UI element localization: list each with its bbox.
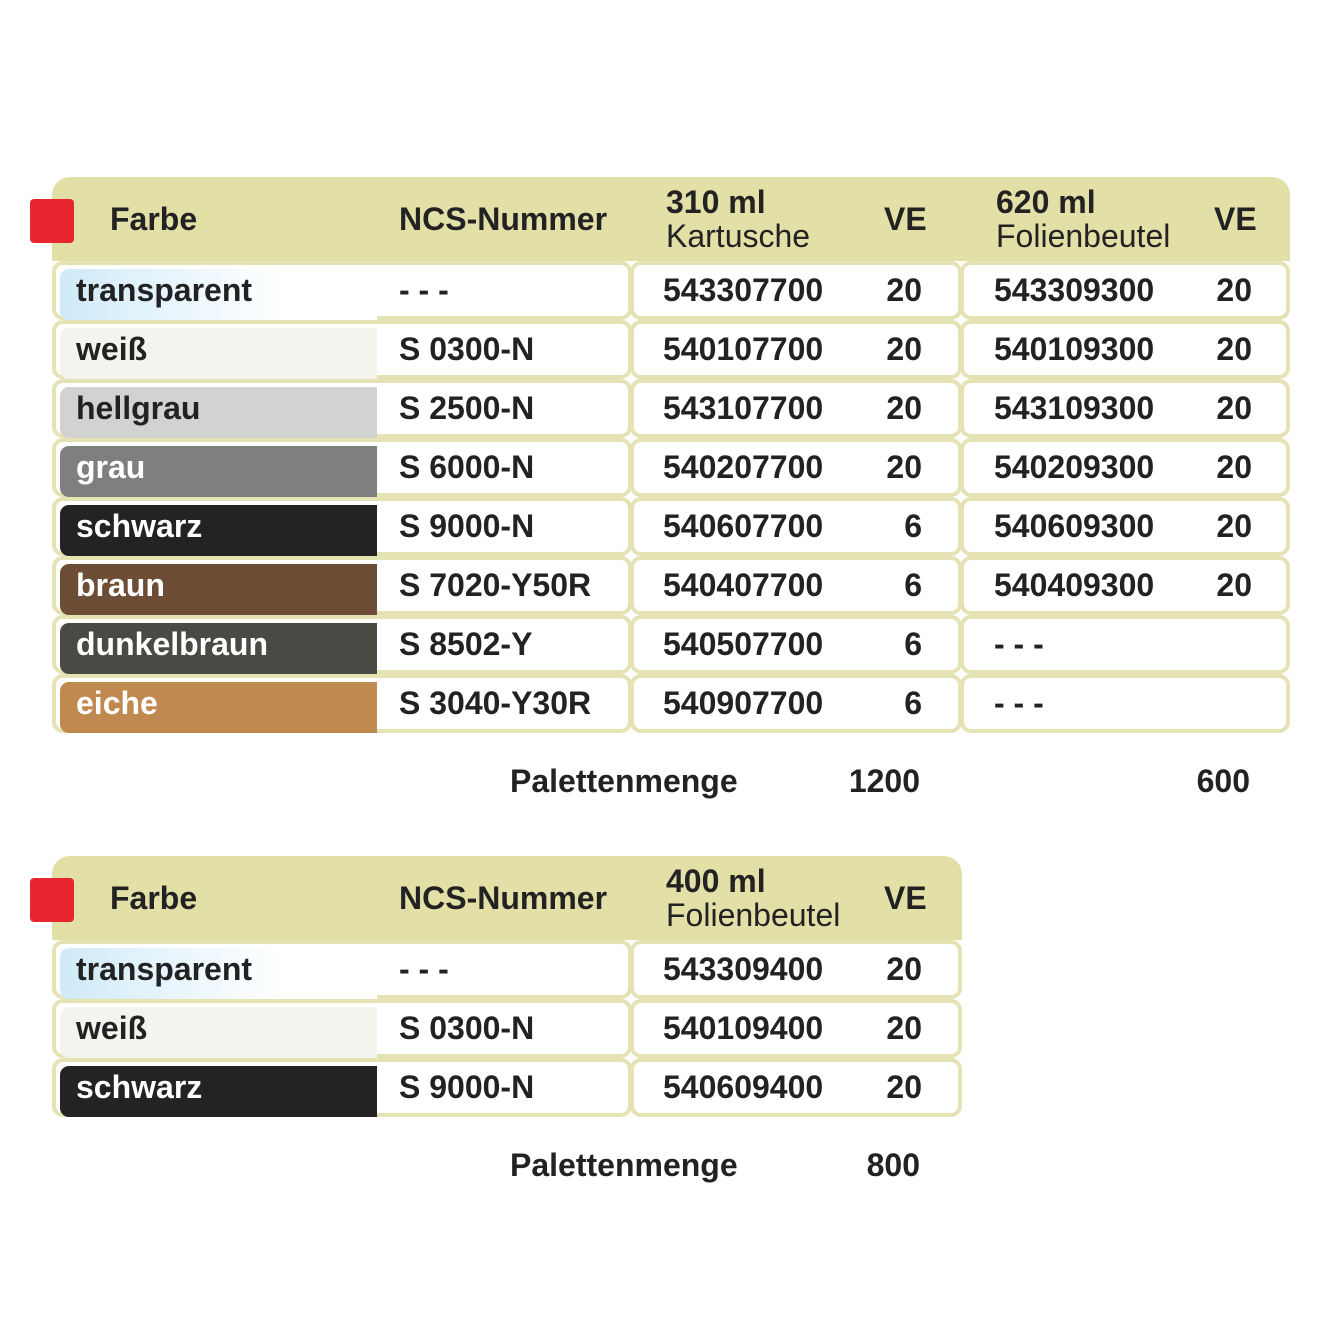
header-package-1 [666,177,810,261]
ve-value-1: 6 [904,626,922,662]
ve-value-1: 20 [886,951,922,987]
color-name: hellgrau [76,390,201,426]
article-number-2: - - - [994,685,1044,721]
color-name: weiß [76,331,148,367]
ncs-number: - - - [399,272,449,308]
ve-value-2 [1182,674,1252,733]
table-header [52,856,962,940]
article-number-2: 543109300 [994,390,1155,426]
ve-value-2: 20 [1216,449,1252,485]
table-footer [52,733,1290,821]
header-farbe: Farbe [110,200,198,237]
header-package-1-size: 400 ml [666,863,766,899]
ncs-number: - - - [399,951,449,987]
ve-value-2: 20 [1216,390,1252,426]
product-table-400 [52,856,962,1205]
color-name: schwarz [76,508,203,544]
ve-value-2: 20 [1216,272,1252,308]
ncs-number: S 9000-N [399,508,535,544]
header-ncs: NCS-Nummer [399,879,608,916]
pallet-quantity-label: Palettenmenge [510,762,738,799]
ve-value-2: 20 [1216,508,1252,544]
product-table-310-620 [52,177,1290,821]
header-package-1 [666,856,840,940]
article-number-2: 543309300 [994,272,1155,308]
color-name: schwarz [76,1069,203,1105]
ncs-number: S 7020-Y50R [399,567,592,603]
ve-value-2: 20 [1216,331,1252,367]
table-row [52,674,1290,733]
header-farbe: Farbe [110,879,198,916]
pallet-quantity-1: 800 [866,1146,920,1183]
header-package-2 [996,177,1170,261]
table-footer [52,1117,962,1205]
color-name: grau [76,449,146,485]
table-row [52,1058,962,1117]
ve-value-1: 20 [886,1069,922,1105]
article-number-1: 540107700 [663,331,824,367]
pallet-quantity-label: Palettenmenge [510,1146,738,1183]
color-name: weiß [76,1010,148,1046]
article-number-1: 540607700 [663,508,824,544]
ncs-number: S 6000-N [399,449,535,485]
color-name: eiche [76,685,158,721]
pallet-quantity-1: 1200 [848,762,920,799]
header-ve-1: VE [884,200,927,237]
ncs-number: S 8502-Y [399,626,533,662]
header-package-1-type: Kartusche [666,218,811,254]
red-square-marker [30,878,74,922]
ve-value-1: 20 [886,390,922,426]
color-name: braun [76,567,165,603]
article-number-1: 543107700 [663,390,824,426]
header-package-2-size: 620 ml [996,184,1096,220]
ve-value-1: 6 [904,508,922,544]
article-number-1: 540207700 [663,449,824,485]
pallet-quantity-2: 600 [1196,762,1250,799]
article-number-2: - - - [994,626,1044,662]
header-ve-1: VE [884,879,927,916]
ve-value-2: 20 [1216,567,1252,603]
table-row [52,261,1290,320]
ncs-number: S 0300-N [399,1010,535,1046]
ve-value-1: 20 [886,331,922,367]
ve-value-1: 6 [904,685,922,721]
header-package-1-size: 310 ml [666,184,766,220]
article-number-2: 540409300 [994,567,1155,603]
table-row [52,438,1290,497]
table-row [52,940,962,999]
article-number-1: 540109400 [663,1010,824,1046]
ve-value-1: 6 [904,567,922,603]
table-body [52,261,1290,733]
ve-value-1: 20 [886,272,922,308]
header-package-2-type: Folienbeutel [996,218,1171,254]
red-square-marker [30,199,74,243]
article-number-2: 540609300 [994,508,1155,544]
ve-value-1: 20 [886,449,922,485]
table-row [52,556,1290,615]
table-row [52,379,1290,438]
table-row [52,615,1290,674]
ncs-number: S 3040-Y30R [399,685,592,721]
color-name: transparent [76,951,253,987]
color-name: dunkelbraun [76,626,269,662]
ncs-number: S 9000-N [399,1069,535,1105]
article-number-2: 540109300 [994,331,1155,367]
header-package-1-type: Folienbeutel [666,897,841,933]
table-header [52,177,1290,261]
table-body [52,940,962,1117]
ncs-number: S 0300-N [399,331,535,367]
table-row [52,320,1290,379]
article-number-1: 540907700 [663,685,824,721]
article-number-1: 540609400 [663,1069,824,1105]
header-ncs: NCS-Nummer [399,200,608,237]
article-number-1: 540507700 [663,626,824,662]
article-number-1: 540407700 [663,567,824,603]
header-ve-2: VE [1214,200,1257,237]
ve-value-2 [1182,615,1252,674]
table-row [52,497,1290,556]
color-name: transparent [76,272,253,308]
article-number-1: 543309400 [663,951,824,987]
ncs-number: S 2500-N [399,390,535,426]
article-number-1: 543307700 [663,272,824,308]
article-number-2: 540209300 [994,449,1155,485]
ve-value-1: 20 [886,1010,922,1046]
table-row [52,999,962,1058]
